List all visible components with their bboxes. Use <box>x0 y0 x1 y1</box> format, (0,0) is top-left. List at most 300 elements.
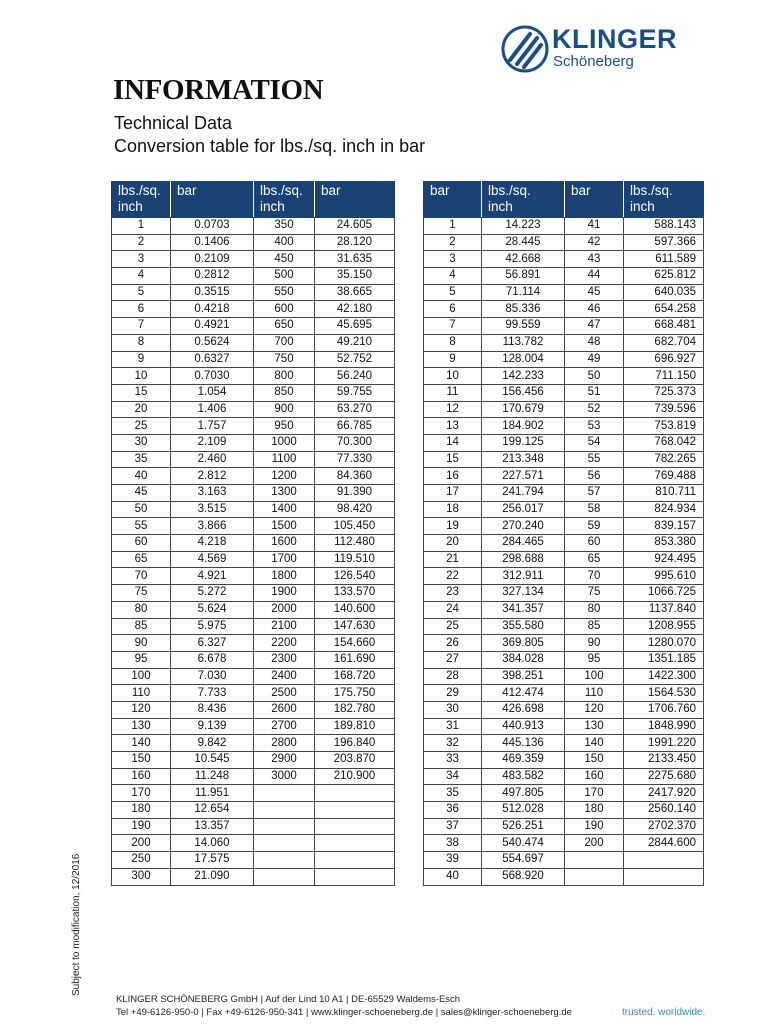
column-header: bar <box>171 182 254 218</box>
table-cell: 54 <box>565 434 624 451</box>
table-row <box>112 268 395 285</box>
table-cell: 15 <box>112 384 171 401</box>
table-cell: 810.711 <box>624 485 704 502</box>
table-cell: 900 <box>254 401 315 418</box>
table-row <box>112 485 395 502</box>
table-cell: 170 <box>565 785 624 802</box>
table-cell: 44 <box>565 268 624 285</box>
table-cell <box>565 852 624 869</box>
table-cell: 48 <box>565 334 624 351</box>
column-header: lbs./sq. inch <box>624 182 704 218</box>
table-cell: 2600 <box>254 701 315 718</box>
table-cell: 140.600 <box>315 601 395 618</box>
table-cell: 35 <box>112 451 171 468</box>
table-cell: 49 <box>565 351 624 368</box>
table-cell: 100 <box>565 668 624 685</box>
table-cell: 9 <box>424 351 482 368</box>
table-row <box>424 434 704 451</box>
table-cell: 95 <box>565 651 624 668</box>
table-cell: 11.951 <box>171 785 254 802</box>
table-cell: 150 <box>112 752 171 769</box>
page-subtitle-technical-data: Technical Data <box>114 113 233 133</box>
table-cell: 1137.840 <box>624 601 704 618</box>
table-cell: 824.934 <box>624 501 704 518</box>
table-row <box>424 651 704 668</box>
table-cell: 182.780 <box>315 701 395 718</box>
table-cell: 184.902 <box>482 418 565 435</box>
table-cell: 1.406 <box>171 401 254 418</box>
table-cell: 8 <box>424 334 482 351</box>
table-cell: 298.688 <box>482 551 565 568</box>
table-row <box>424 601 704 618</box>
table-cell: 270.240 <box>482 518 565 535</box>
table-row <box>424 535 704 552</box>
table-cell: 203.870 <box>315 752 395 769</box>
table-cell: 24.605 <box>315 218 395 235</box>
table-cell: 2900 <box>254 752 315 769</box>
column-header: lbs./sq. inch <box>482 182 565 218</box>
table-cell: 42 <box>565 234 624 251</box>
table-cell <box>315 868 395 885</box>
table-row <box>424 618 704 635</box>
table-cell: 65 <box>112 551 171 568</box>
table-cell: 1208.955 <box>624 618 704 635</box>
table-cell: 625.812 <box>624 268 704 285</box>
table-cell: 1700 <box>254 551 315 568</box>
table-cell: 21 <box>424 551 482 568</box>
table-row <box>424 384 704 401</box>
table-cell: 35.150 <box>315 268 395 285</box>
table-cell: 9.842 <box>171 735 254 752</box>
table-row <box>112 284 395 301</box>
table-row <box>112 868 395 885</box>
table-cell: 99.559 <box>482 318 565 335</box>
table-cell: 8.436 <box>171 701 254 718</box>
table-cell: 6.678 <box>171 651 254 668</box>
table-row <box>424 368 704 385</box>
table-row <box>424 685 704 702</box>
table-cell: 190 <box>112 818 171 835</box>
table-cell: 1 <box>424 218 482 235</box>
table-row <box>424 318 704 335</box>
table-cell: 126.540 <box>315 568 395 585</box>
table-cell: 70 <box>112 568 171 585</box>
table-cell: 4 <box>112 268 171 285</box>
table-cell <box>315 835 395 852</box>
table-cell: 50 <box>112 501 171 518</box>
table-cell: 2 <box>424 234 482 251</box>
psi-to-bar-table <box>111 181 395 886</box>
table-cell: 3.163 <box>171 485 254 502</box>
table-cell: 753.819 <box>624 418 704 435</box>
table-cell: 31 <box>424 718 482 735</box>
table-cell: 440.913 <box>482 718 565 735</box>
table-row <box>424 485 704 502</box>
table-cell: 20 <box>424 535 482 552</box>
table-cell: 500 <box>254 268 315 285</box>
table-cell <box>315 852 395 869</box>
table-cell: 18 <box>424 501 482 518</box>
table-cell: 1200 <box>254 468 315 485</box>
footer-address: KLINGER SCHÖNEBERG GmbH | Auf der Lind 10 A1 | DE-65529 Waldems-Esch <box>116 994 461 1005</box>
table-cell: 250 <box>112 852 171 869</box>
table-cell: 41 <box>565 218 624 235</box>
brand-name: KLINGER <box>552 24 677 54</box>
table-cell: 398.251 <box>482 668 565 685</box>
table-cell: 55 <box>112 518 171 535</box>
table-cell: 341.357 <box>482 601 565 618</box>
table-cell: 110 <box>565 685 624 702</box>
table-row <box>112 685 395 702</box>
table-cell: 130 <box>112 718 171 735</box>
table-cell: 85.336 <box>482 301 565 318</box>
table-cell: 91.390 <box>315 485 395 502</box>
table-cell: 1564.530 <box>624 685 704 702</box>
table-cell: 28.445 <box>482 234 565 251</box>
table-cell: 227.571 <box>482 468 565 485</box>
table-row <box>112 334 395 351</box>
table-cell: 105.450 <box>315 518 395 535</box>
table-cell: 17 <box>424 485 482 502</box>
table-cell: 1500 <box>254 518 315 535</box>
table-cell: 0.0703 <box>171 218 254 235</box>
table-row <box>424 835 704 852</box>
table-cell <box>315 818 395 835</box>
table-row <box>112 601 395 618</box>
table-cell: 950 <box>254 418 315 435</box>
table-cell: 90 <box>565 635 624 652</box>
table-row <box>424 418 704 435</box>
table-cell: 26 <box>424 635 482 652</box>
table-cell: 540.474 <box>482 835 565 852</box>
table-row <box>424 301 704 318</box>
table-cell: 160 <box>112 768 171 785</box>
table-cell: 2200 <box>254 635 315 652</box>
table-cell: 588.143 <box>624 218 704 235</box>
table-cell: 133.570 <box>315 585 395 602</box>
table-cell: 22 <box>424 568 482 585</box>
table-cell: 189.810 <box>315 718 395 735</box>
table-cell <box>254 818 315 835</box>
table-cell: 853.380 <box>624 535 704 552</box>
table-cell <box>254 785 315 802</box>
table-row <box>424 568 704 585</box>
table-cell: 7 <box>424 318 482 335</box>
table-cell: 19 <box>424 518 482 535</box>
table-row <box>424 818 704 835</box>
table-cell: 210.900 <box>315 768 395 785</box>
table-cell: 70.300 <box>315 434 395 451</box>
table-cell: 170.679 <box>482 401 565 418</box>
table-cell: 63.270 <box>315 401 395 418</box>
table-row <box>112 752 395 769</box>
table-cell: 4.921 <box>171 568 254 585</box>
table-row <box>112 735 395 752</box>
table-cell: 128.004 <box>482 351 565 368</box>
table-cell: 12 <box>424 401 482 418</box>
table-cell: 445.136 <box>482 735 565 752</box>
table-cell <box>565 868 624 885</box>
table-cell: 384.028 <box>482 651 565 668</box>
table-cell: 526.251 <box>482 818 565 835</box>
table-cell: 71.114 <box>482 284 565 301</box>
table-cell: 53 <box>565 418 624 435</box>
table-row <box>424 701 704 718</box>
table-cell: 58 <box>565 501 624 518</box>
table-cell: 650 <box>254 318 315 335</box>
table-cell: 1.054 <box>171 384 254 401</box>
table-cell: 469.359 <box>482 752 565 769</box>
table-cell: 1422.300 <box>624 668 704 685</box>
table-cell: 24 <box>424 601 482 618</box>
table-row <box>424 468 704 485</box>
table-cell: 119.510 <box>315 551 395 568</box>
table-cell: 15 <box>424 451 482 468</box>
table-cell: 0.2812 <box>171 268 254 285</box>
table-cell: 113.782 <box>482 334 565 351</box>
table-cell: 1280.070 <box>624 635 704 652</box>
table-cell: 66.785 <box>315 418 395 435</box>
table-row <box>424 785 704 802</box>
table-cell: 2800 <box>254 735 315 752</box>
table-cell: 5.272 <box>171 585 254 602</box>
table-row <box>112 401 395 418</box>
table-cell: 6 <box>424 301 482 318</box>
modification-note: Subject to modification, 12/2016 <box>71 853 82 996</box>
table-cell: 6 <box>112 301 171 318</box>
table-row <box>112 434 395 451</box>
table-cell: 21.090 <box>171 868 254 885</box>
table-cell <box>254 852 315 869</box>
page-subtitle-conversion-table: Conversion table for lbs./sq. inch in bar <box>114 136 426 156</box>
table-cell: 13 <box>424 418 482 435</box>
table-row <box>112 535 395 552</box>
table-cell: 47 <box>565 318 624 335</box>
table-cell: 40 <box>424 868 482 885</box>
table-cell: 77.330 <box>315 451 395 468</box>
table-cell: 35 <box>424 785 482 802</box>
table-cell: 70 <box>565 568 624 585</box>
table-row <box>424 852 704 869</box>
table-cell: 80 <box>565 601 624 618</box>
klinger-logo <box>500 22 700 78</box>
table-cell: 30 <box>112 434 171 451</box>
table-cell: 98.420 <box>315 501 395 518</box>
table-cell: 39 <box>424 852 482 869</box>
table-row <box>424 401 704 418</box>
table-cell: 2700 <box>254 718 315 735</box>
table-cell: 696.927 <box>624 351 704 368</box>
table-cell <box>254 835 315 852</box>
table-cell: 34 <box>424 768 482 785</box>
table-cell: 1800 <box>254 568 315 585</box>
table-cell: 43 <box>565 251 624 268</box>
table-cell: 1300 <box>254 485 315 502</box>
klinger-emblem-icon <box>500 24 550 74</box>
table-row <box>112 618 395 635</box>
table-cell: 51 <box>565 384 624 401</box>
table-cell: 17.575 <box>171 852 254 869</box>
table-cell: 839.157 <box>624 518 704 535</box>
table-row <box>424 868 704 885</box>
table-row <box>424 451 704 468</box>
column-header: bar <box>565 182 624 218</box>
table-cell: 95 <box>112 651 171 668</box>
table-cell: 300 <box>112 868 171 885</box>
table-row <box>424 802 704 819</box>
table-cell: 49.210 <box>315 334 395 351</box>
table-cell: 14.223 <box>482 218 565 235</box>
table-cell: 10.545 <box>171 752 254 769</box>
table-row <box>112 234 395 251</box>
table-cell: 2100 <box>254 618 315 635</box>
table-cell: 59.755 <box>315 384 395 401</box>
table-cell: 38 <box>424 835 482 852</box>
table-row <box>112 585 395 602</box>
table-cell: 168.720 <box>315 668 395 685</box>
table-cell: 7.733 <box>171 685 254 702</box>
table-cell: 147.630 <box>315 618 395 635</box>
table-cell: 60 <box>112 535 171 552</box>
table-cell: 2844.600 <box>624 835 704 852</box>
table-cell: 154.660 <box>315 635 395 652</box>
table-cell: 800 <box>254 368 315 385</box>
table-cell: 28 <box>424 668 482 685</box>
table-row <box>112 368 395 385</box>
table-row <box>424 518 704 535</box>
table-cell: 40 <box>112 468 171 485</box>
table-cell: 5 <box>424 284 482 301</box>
table-cell: 2133.450 <box>624 752 704 769</box>
table-cell: 130 <box>565 718 624 735</box>
table-row <box>424 735 704 752</box>
table-cell: 45.695 <box>315 318 395 335</box>
table-cell: 2702.370 <box>624 818 704 835</box>
table-row <box>424 351 704 368</box>
table-cell: 4.218 <box>171 535 254 552</box>
table-cell: 2500 <box>254 685 315 702</box>
table-cell: 4 <box>424 268 482 285</box>
table-cell: 90 <box>112 635 171 652</box>
table-cell: 1706.760 <box>624 701 704 718</box>
table-row <box>112 518 395 535</box>
table-cell: 23 <box>424 585 482 602</box>
table-cell: 14 <box>424 434 482 451</box>
table-cell: 75 <box>565 585 624 602</box>
table-cell: 29 <box>424 685 482 702</box>
table-cell: 140 <box>112 735 171 752</box>
table-cell: 2.109 <box>171 434 254 451</box>
table-cell: 200 <box>112 835 171 852</box>
table-cell: 42.180 <box>315 301 395 318</box>
table-cell: 1351.185 <box>624 651 704 668</box>
table-cell: 2 <box>112 234 171 251</box>
table-cell: 180 <box>112 802 171 819</box>
table-row <box>424 752 704 769</box>
table-cell: 84.360 <box>315 468 395 485</box>
table-cell: 56.891 <box>482 268 565 285</box>
table-cell: 355.580 <box>482 618 565 635</box>
column-header: lbs./sq. inch <box>254 182 315 218</box>
table-cell: 0.4218 <box>171 301 254 318</box>
table-cell: 554.697 <box>482 852 565 869</box>
table-cell: 52 <box>565 401 624 418</box>
table-row <box>424 234 704 251</box>
column-header: lbs./sq. inch <box>112 182 171 218</box>
table-cell: 995.610 <box>624 568 704 585</box>
table-cell: 284.465 <box>482 535 565 552</box>
table-row <box>112 251 395 268</box>
table-cell: 312.911 <box>482 568 565 585</box>
bar-to-psi-table <box>423 181 704 886</box>
table-cell: 7 <box>112 318 171 335</box>
table-header-row <box>424 182 704 218</box>
table-row <box>112 802 395 819</box>
table-cell: 2000 <box>254 601 315 618</box>
table-cell: 10 <box>112 368 171 385</box>
table-row <box>112 218 395 235</box>
table-cell: 768.042 <box>624 434 704 451</box>
table-cell: 200 <box>565 835 624 852</box>
table-cell: 369.805 <box>482 635 565 652</box>
table-cell: 782.265 <box>624 451 704 468</box>
table-cell: 568.920 <box>482 868 565 885</box>
table-cell: 160 <box>565 768 624 785</box>
table-cell: 12.654 <box>171 802 254 819</box>
table-row <box>112 768 395 785</box>
table-cell: 170 <box>112 785 171 802</box>
table-row <box>424 551 704 568</box>
table-cell: 100 <box>112 668 171 685</box>
table-cell: 180 <box>565 802 624 819</box>
table-cell: 2400 <box>254 668 315 685</box>
table-cell: 65 <box>565 551 624 568</box>
table-cell <box>624 868 704 885</box>
table-row <box>112 785 395 802</box>
table-cell: 112.480 <box>315 535 395 552</box>
table-row <box>112 468 395 485</box>
table-cell: 654.258 <box>624 301 704 318</box>
table-cell: 150 <box>565 752 624 769</box>
table-cell: 60 <box>565 535 624 552</box>
table-cell <box>315 785 395 802</box>
table-cell: 611.589 <box>624 251 704 268</box>
table-row <box>112 668 395 685</box>
table-cell: 38.665 <box>315 284 395 301</box>
table-cell: 2275.680 <box>624 768 704 785</box>
table-row <box>424 334 704 351</box>
table-row <box>424 718 704 735</box>
table-cell: 3 <box>424 251 482 268</box>
table-cell: 85 <box>112 618 171 635</box>
table-cell: 600 <box>254 301 315 318</box>
table-cell: 213.348 <box>482 451 565 468</box>
table-cell: 45 <box>112 485 171 502</box>
table-cell: 1100 <box>254 451 315 468</box>
table-cell: 9.139 <box>171 718 254 735</box>
table-cell: 350 <box>254 218 315 235</box>
table-cell: 426.698 <box>482 701 565 718</box>
table-cell: 1991.220 <box>624 735 704 752</box>
table-cell: 550 <box>254 284 315 301</box>
table-row <box>112 718 395 735</box>
table-cell: 0.4921 <box>171 318 254 335</box>
table-cell: 120 <box>112 701 171 718</box>
table-cell: 497.805 <box>482 785 565 802</box>
table-cell: 256.017 <box>482 501 565 518</box>
table-row <box>424 768 704 785</box>
table-cell: 31.635 <box>315 251 395 268</box>
